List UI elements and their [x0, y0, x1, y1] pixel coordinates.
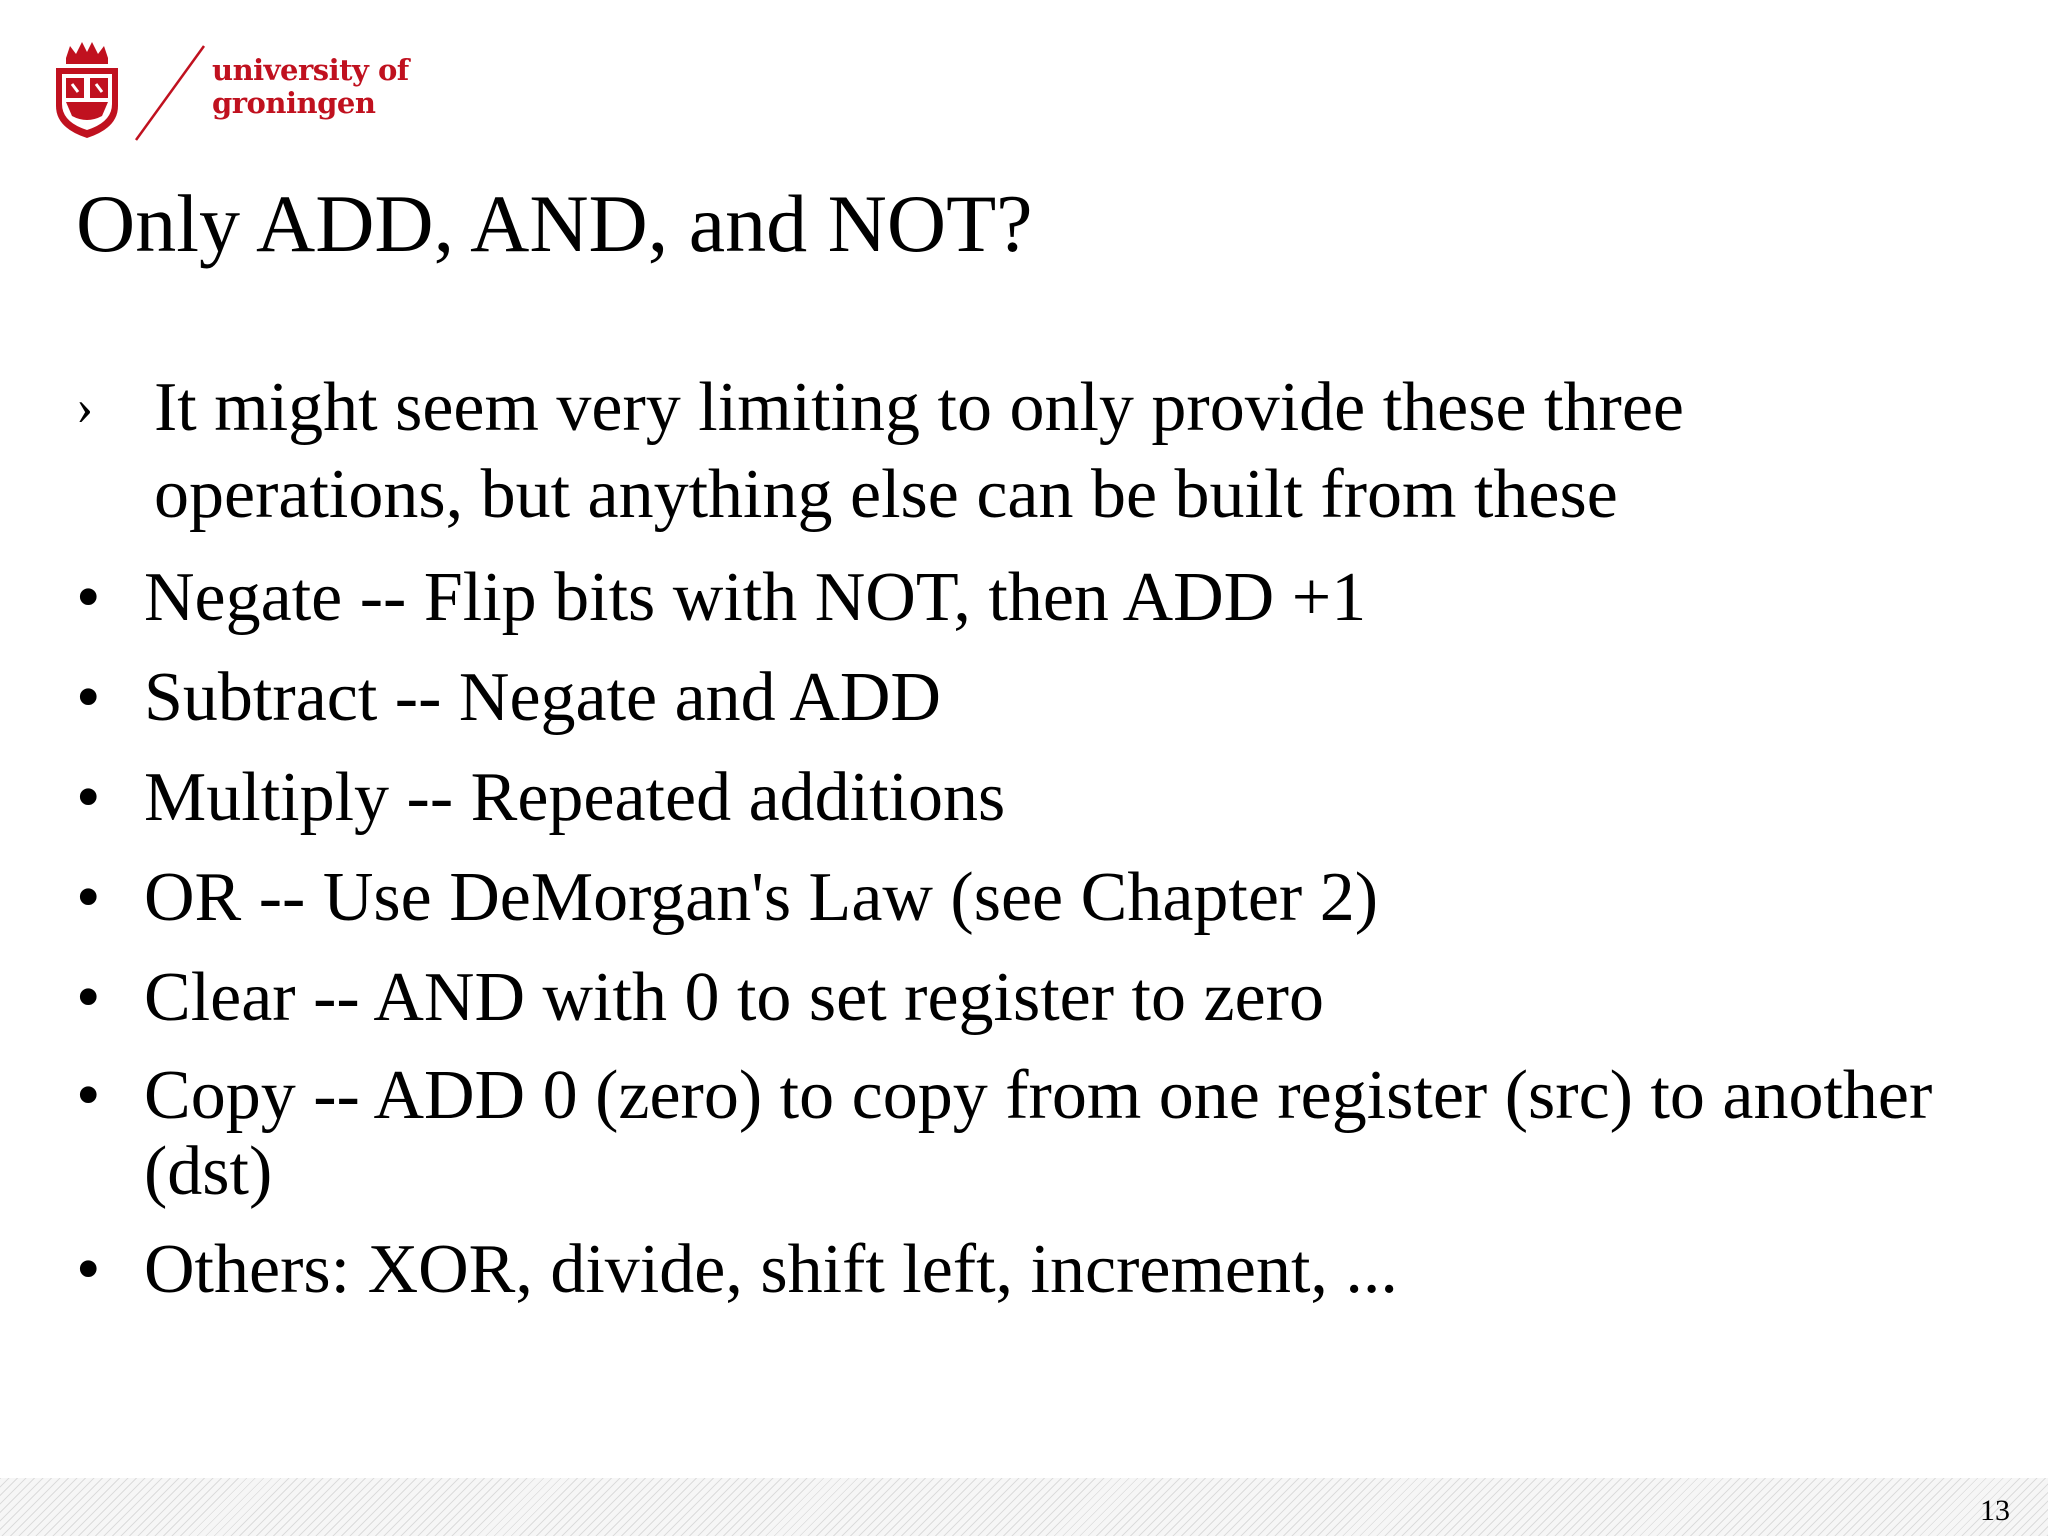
- university-logo: [52, 40, 432, 150]
- logo-line-1: university of: [212, 53, 409, 87]
- slide-title: Only ADD, AND, and NOT?: [76, 178, 1033, 269]
- intro-text: It might seem very limiting to only provide these three operations, but anything else can be built from these: [154, 369, 1684, 533]
- bullet-item: [76, 758, 1976, 838]
- bullet-item: [76, 858, 1976, 938]
- bullet-marker: •: [76, 559, 101, 636]
- bullet-marker: •: [76, 859, 101, 936]
- page-number: 13: [1980, 1494, 2010, 1527]
- bullet-item: [76, 958, 1976, 1038]
- intro-paragraph: [76, 364, 1976, 538]
- bullet-text: Clear -- AND with 0 to set register to zero: [144, 959, 1324, 1036]
- bullet-marker: •: [76, 959, 101, 1036]
- bullet-list: [76, 558, 1976, 1310]
- logo-slash-icon: [130, 42, 210, 144]
- crest-icon: [52, 40, 122, 140]
- bullet-item: [76, 1058, 1976, 1210]
- intro-marker: ›: [76, 379, 94, 436]
- bullet-text: Copy -- ADD 0 (zero) to copy from one register (src) to another (dst): [144, 1057, 1933, 1210]
- bullet-marker: •: [76, 759, 101, 836]
- bullet-marker: •: [76, 1057, 101, 1134]
- bullet-marker: •: [76, 1231, 101, 1308]
- bullet-text: Others: XOR, divide, shift left, increment, ...: [144, 1231, 1398, 1308]
- bullet-item: [76, 558, 1976, 638]
- slide-content: [76, 364, 1976, 1310]
- bullet-marker: •: [76, 659, 101, 736]
- bullet-text: Subtract -- Negate and ADD: [144, 659, 941, 736]
- bullet-text: Negate -- Flip bits with NOT, then ADD +1: [144, 559, 1367, 636]
- bullet-text: OR -- Use DeMorgan's Law (see Chapter 2): [144, 859, 1379, 936]
- bullet-text: Multiply -- Repeated additions: [144, 759, 1006, 836]
- logo-line-2: groningen: [212, 86, 376, 120]
- logo-wordmark: [212, 54, 409, 120]
- footer-band: [0, 1478, 2048, 1536]
- bullet-item: [76, 1230, 1976, 1310]
- bullet-item: [76, 658, 1976, 738]
